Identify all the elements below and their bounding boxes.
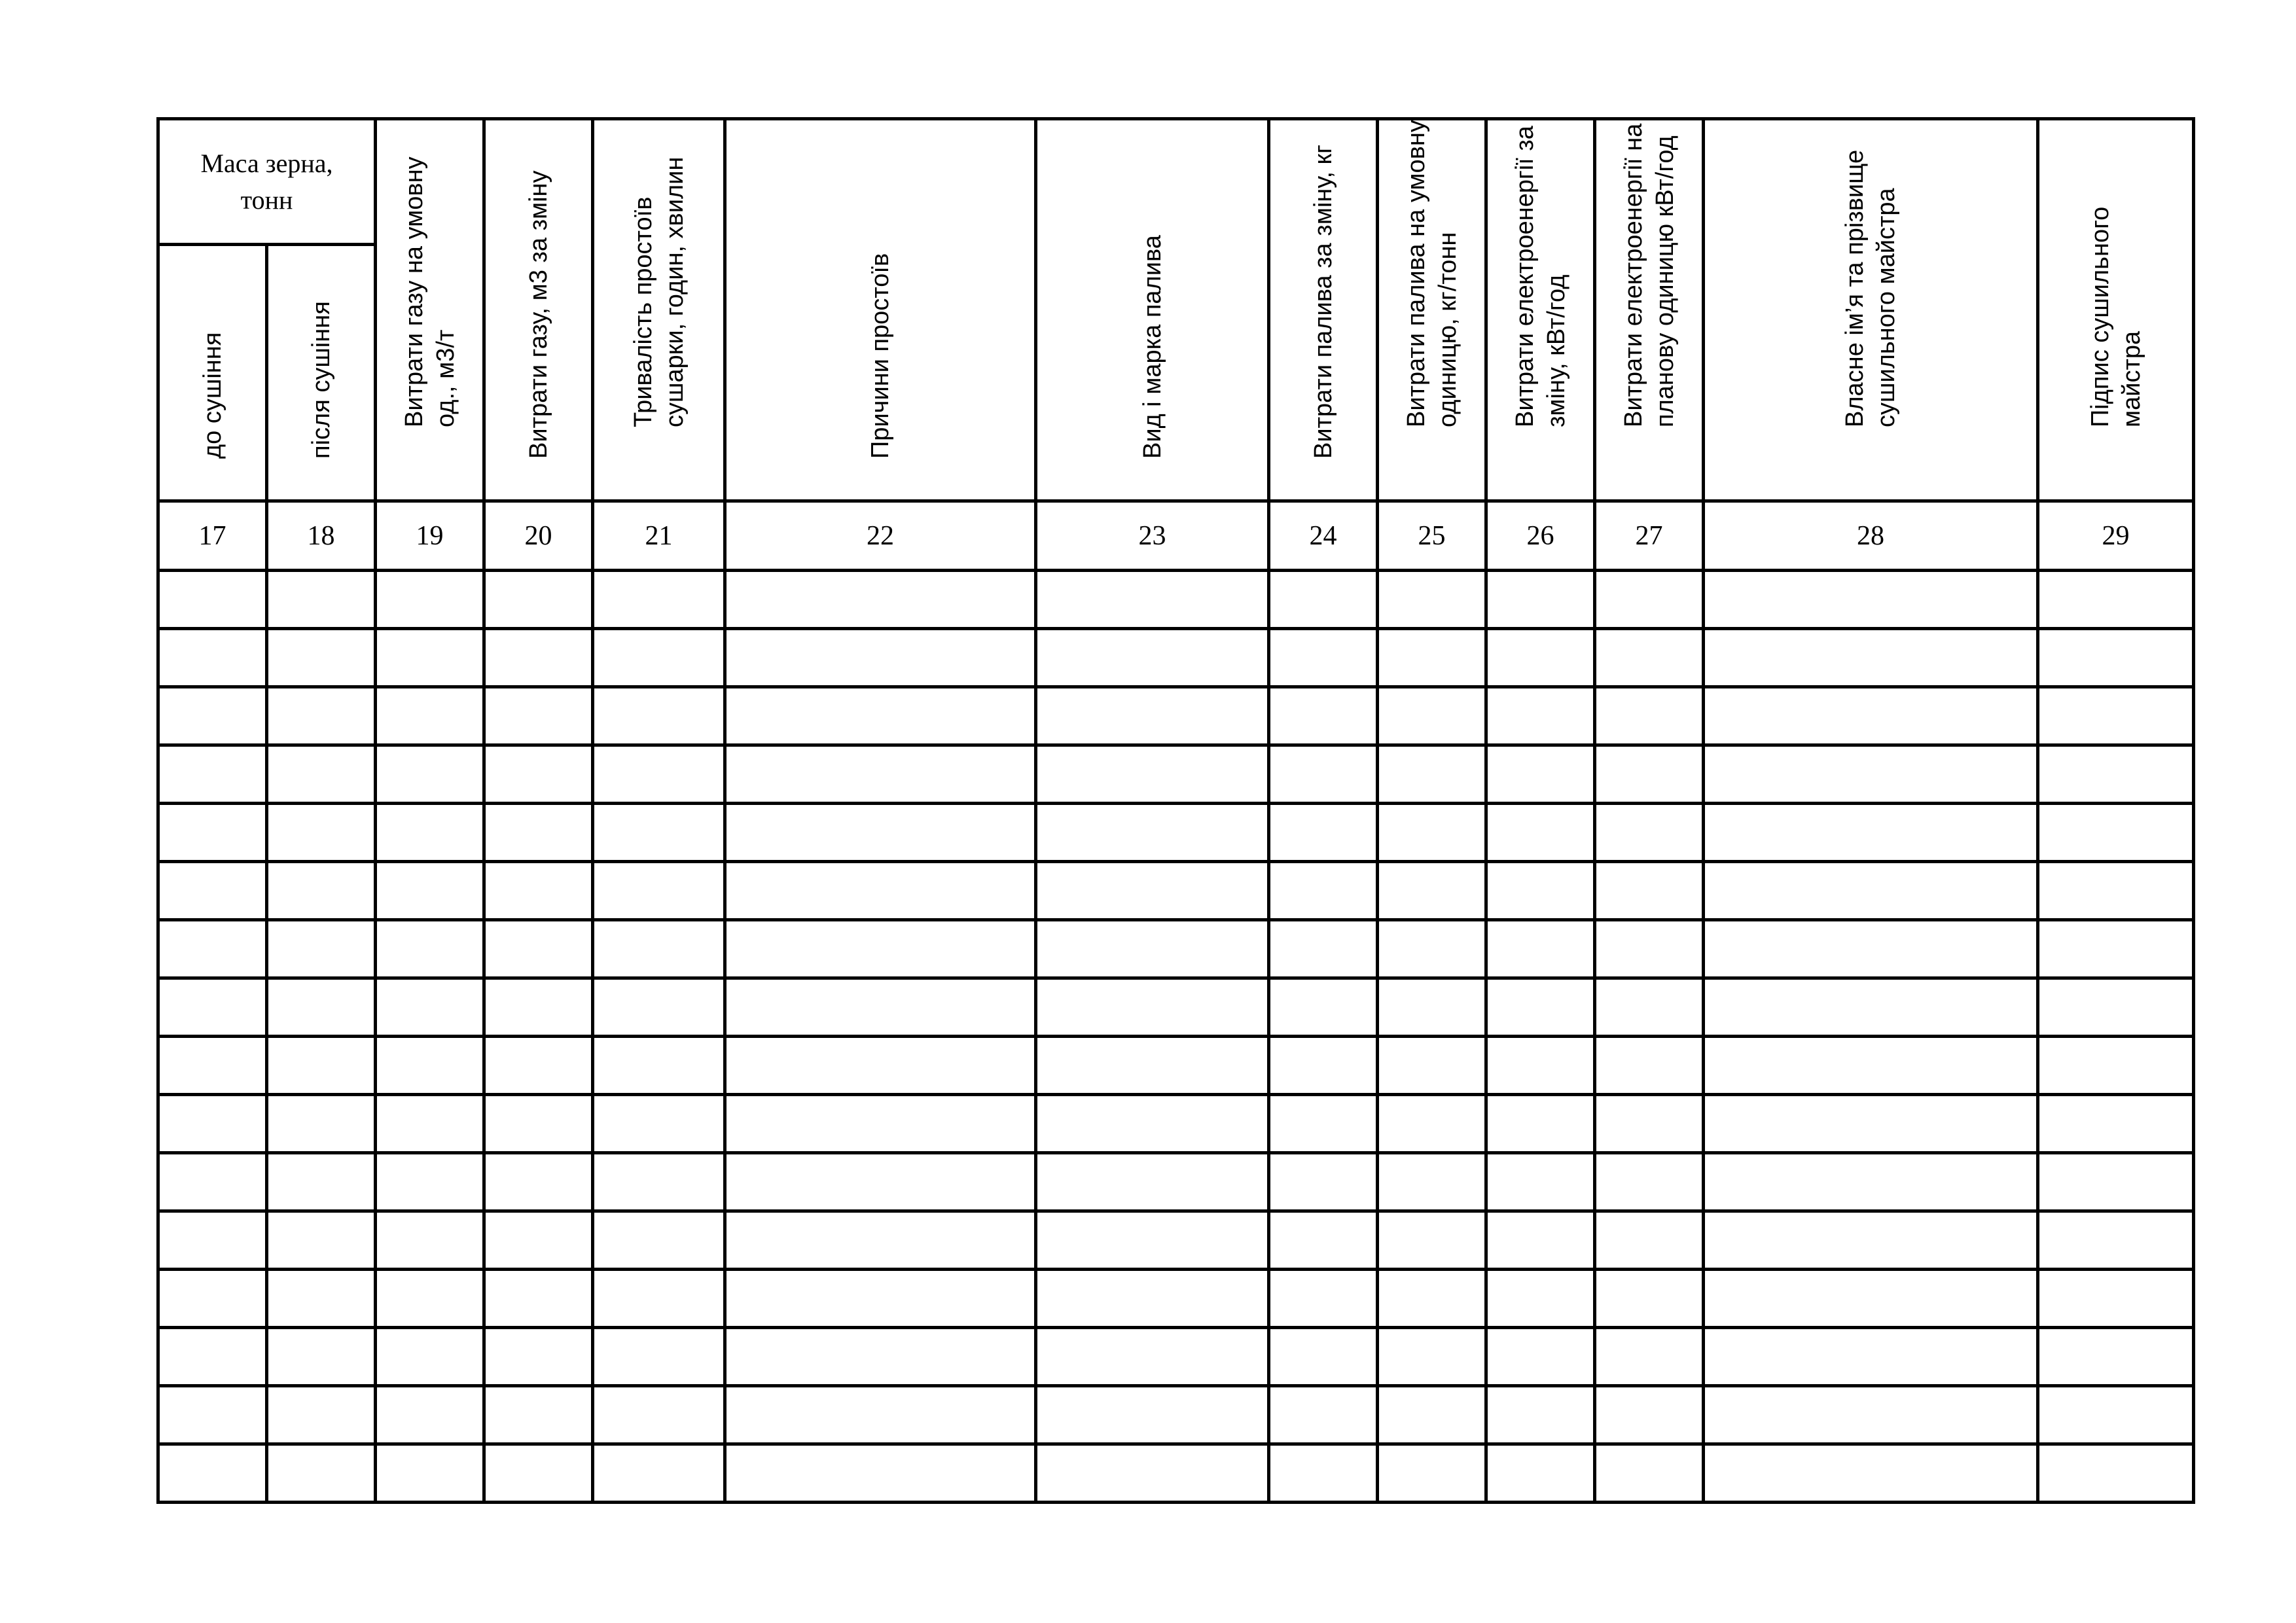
table-cell[interactable] bbox=[1036, 804, 1269, 862]
table-row bbox=[158, 978, 2194, 1037]
table-cell[interactable] bbox=[1269, 629, 1378, 687]
table-cell[interactable] bbox=[376, 1095, 484, 1153]
table-cell[interactable] bbox=[376, 862, 484, 920]
table-cell[interactable] bbox=[593, 687, 725, 745]
header-col-21-line1: Тривалість простоїв bbox=[629, 196, 657, 427]
table-cell[interactable] bbox=[376, 804, 484, 862]
table-cell[interactable] bbox=[376, 629, 484, 687]
header-grain-mass-line1: Маса зерна, bbox=[200, 148, 333, 178]
header-col-19-line2: од., м3/т bbox=[431, 329, 459, 427]
table-cell[interactable] bbox=[2038, 745, 2194, 804]
table-row bbox=[158, 1270, 2194, 1328]
table-cell[interactable] bbox=[484, 1328, 593, 1386]
table-cell[interactable] bbox=[1269, 571, 1378, 629]
header-col-26-line2: зміну, кВт/год bbox=[1542, 274, 1570, 427]
table-cell[interactable] bbox=[1704, 687, 2038, 745]
table-cell[interactable] bbox=[1378, 1444, 1486, 1503]
table-cell[interactable] bbox=[1704, 629, 2038, 687]
table-cell[interactable] bbox=[158, 920, 267, 978]
table-cell[interactable] bbox=[1378, 1270, 1486, 1328]
header-col-29-line1: Підпис сушильного bbox=[2086, 206, 2114, 427]
table-cell[interactable] bbox=[725, 862, 1036, 920]
table-cell[interactable] bbox=[1378, 1211, 1486, 1270]
table-cell[interactable] bbox=[484, 629, 593, 687]
table-cell[interactable] bbox=[725, 1153, 1036, 1211]
table-row bbox=[158, 745, 2194, 804]
table-cell[interactable] bbox=[484, 804, 593, 862]
table-cell[interactable] bbox=[1595, 687, 1704, 745]
table-cell[interactable] bbox=[158, 1270, 267, 1328]
column-number-row bbox=[158, 501, 2194, 571]
table-cell[interactable] bbox=[1269, 687, 1378, 745]
form-sheet bbox=[156, 117, 2195, 1504]
table-cell[interactable] bbox=[2038, 1444, 2194, 1503]
table-cell[interactable] bbox=[1378, 1386, 1486, 1444]
table-cell[interactable] bbox=[484, 1153, 593, 1211]
table-cell[interactable] bbox=[725, 978, 1036, 1037]
table-cell[interactable] bbox=[1036, 1270, 1269, 1328]
table-cell[interactable] bbox=[267, 1328, 376, 1386]
table-cell[interactable] bbox=[1486, 978, 1595, 1037]
table-cell[interactable] bbox=[484, 920, 593, 978]
table-cell[interactable] bbox=[1378, 862, 1486, 920]
table-cell[interactable] bbox=[267, 920, 376, 978]
column-number-20: 20 bbox=[484, 501, 593, 571]
header-col-29 bbox=[2038, 119, 2194, 501]
table-row bbox=[158, 629, 2194, 687]
header-col-25-line2: одиницю, кг/тонн bbox=[1433, 232, 1462, 427]
table-row bbox=[158, 1211, 2194, 1270]
table-cell[interactable] bbox=[376, 745, 484, 804]
table-cell[interactable] bbox=[484, 1270, 593, 1328]
table-cell[interactable] bbox=[1269, 1095, 1378, 1153]
table-cell[interactable] bbox=[158, 1153, 267, 1211]
table-cell[interactable] bbox=[2038, 804, 2194, 862]
header-col-17 bbox=[158, 245, 267, 501]
table-row bbox=[158, 1153, 2194, 1211]
table-cell[interactable] bbox=[376, 1211, 484, 1270]
table-cell[interactable] bbox=[158, 629, 267, 687]
table-cell[interactable] bbox=[376, 1037, 484, 1095]
table-cell[interactable] bbox=[484, 687, 593, 745]
table-cell[interactable] bbox=[593, 920, 725, 978]
table-cell[interactable] bbox=[2038, 1153, 2194, 1211]
table-cell[interactable] bbox=[1704, 1153, 2038, 1211]
table-cell[interactable] bbox=[593, 1270, 725, 1328]
table-cell[interactable] bbox=[1036, 571, 1269, 629]
table-cell[interactable] bbox=[484, 1211, 593, 1270]
table-cell[interactable] bbox=[593, 1153, 725, 1211]
table-row bbox=[158, 687, 2194, 745]
table-cell[interactable] bbox=[1595, 1328, 1704, 1386]
table-row bbox=[158, 862, 2194, 920]
column-number-19: 19 bbox=[376, 501, 484, 571]
table-cell[interactable] bbox=[1378, 920, 1486, 978]
header-col-23 bbox=[1036, 119, 1269, 501]
table-cell[interactable] bbox=[1036, 920, 1269, 978]
table-cell[interactable] bbox=[376, 1386, 484, 1444]
table-cell[interactable] bbox=[1486, 1095, 1595, 1153]
table-cell[interactable] bbox=[376, 920, 484, 978]
table-cell[interactable] bbox=[725, 571, 1036, 629]
table-cell[interactable] bbox=[1378, 804, 1486, 862]
table-cell[interactable] bbox=[158, 1037, 267, 1095]
table-cell[interactable] bbox=[1486, 1270, 1595, 1328]
header-col-18 bbox=[267, 245, 376, 501]
table-cell[interactable] bbox=[158, 571, 267, 629]
table-row bbox=[158, 1095, 2194, 1153]
table-cell[interactable] bbox=[1036, 1386, 1269, 1444]
header-col-20-line1: Витрати газу, м3 за зміну bbox=[524, 170, 552, 459]
table-cell[interactable] bbox=[1269, 1270, 1378, 1328]
table-cell[interactable] bbox=[725, 1211, 1036, 1270]
table-row bbox=[158, 1386, 2194, 1444]
table-cell[interactable] bbox=[484, 1037, 593, 1095]
column-number-25: 25 bbox=[1378, 501, 1486, 571]
header-col-19-line1: Витрати газу на умовну bbox=[400, 156, 428, 427]
table-cell[interactable] bbox=[267, 629, 376, 687]
header-col-28-line2: сушильного майстра bbox=[1873, 188, 1900, 427]
table-cell[interactable] bbox=[158, 745, 267, 804]
table-cell[interactable] bbox=[1595, 978, 1704, 1037]
table-cell[interactable] bbox=[484, 1386, 593, 1444]
header-col-26 bbox=[1486, 119, 1595, 501]
table-cell[interactable] bbox=[267, 571, 376, 629]
table-cell[interactable] bbox=[267, 978, 376, 1037]
table-cell[interactable] bbox=[1036, 1037, 1269, 1095]
table-cell[interactable] bbox=[484, 1095, 593, 1153]
column-number-28: 28 bbox=[1704, 501, 2038, 571]
table-cell[interactable] bbox=[376, 1328, 484, 1386]
table-cell[interactable] bbox=[2038, 1386, 2194, 1444]
table-cell[interactable] bbox=[593, 804, 725, 862]
header-col-22 bbox=[725, 119, 1036, 501]
table-cell[interactable] bbox=[593, 978, 725, 1037]
table-cell[interactable] bbox=[725, 1328, 1036, 1386]
table-cell[interactable] bbox=[267, 1211, 376, 1270]
table-cell[interactable] bbox=[267, 862, 376, 920]
table-cell[interactable] bbox=[158, 978, 267, 1037]
table-cell[interactable] bbox=[1486, 745, 1595, 804]
table-cell[interactable] bbox=[1378, 687, 1486, 745]
table-cell[interactable] bbox=[484, 862, 593, 920]
column-number-29: 29 bbox=[2038, 501, 2194, 571]
table-cell[interactable] bbox=[1595, 1270, 1704, 1328]
header-col-19 bbox=[376, 119, 484, 501]
table-cell[interactable] bbox=[1378, 1328, 1486, 1386]
header-grain-mass-line2: тонн bbox=[240, 185, 293, 215]
table-cell[interactable] bbox=[725, 1270, 1036, 1328]
table-cell[interactable] bbox=[1486, 804, 1595, 862]
column-number-24: 24 bbox=[1269, 501, 1378, 571]
table-cell[interactable] bbox=[1378, 1095, 1486, 1153]
header-grain-mass bbox=[158, 119, 376, 245]
column-number-21: 21 bbox=[593, 501, 725, 571]
header-col-29-line2: майстра bbox=[2117, 330, 2145, 427]
table-cell[interactable] bbox=[1595, 571, 1704, 629]
table-cell[interactable] bbox=[2038, 571, 2194, 629]
table-cell[interactable] bbox=[1486, 920, 1595, 978]
table-cell[interactable] bbox=[158, 1386, 267, 1444]
table-cell[interactable] bbox=[267, 1095, 376, 1153]
table-cell[interactable] bbox=[1704, 1270, 2038, 1328]
table-cell[interactable] bbox=[267, 687, 376, 745]
table-cell[interactable] bbox=[725, 920, 1036, 978]
table-cell[interactable] bbox=[1486, 1386, 1595, 1444]
header-col-24-line1: Витрати палива за зміну, кг bbox=[1309, 144, 1337, 459]
table-cell[interactable] bbox=[267, 745, 376, 804]
header-col-27-line2: планову одиницю кВт/год bbox=[1651, 135, 1679, 427]
column-number-18: 18 bbox=[267, 501, 376, 571]
table-cell[interactable] bbox=[267, 1444, 376, 1503]
table-cell[interactable] bbox=[2038, 629, 2194, 687]
table-cell[interactable] bbox=[376, 687, 484, 745]
table-cell[interactable] bbox=[593, 862, 725, 920]
table-cell[interactable] bbox=[1595, 745, 1704, 804]
table-cell[interactable] bbox=[1704, 745, 2038, 804]
table-cell[interactable] bbox=[1036, 629, 1269, 687]
table-cell[interactable] bbox=[1704, 1328, 2038, 1386]
table-cell[interactable] bbox=[725, 1386, 1036, 1444]
table-cell[interactable] bbox=[484, 745, 593, 804]
table-cell[interactable] bbox=[2038, 1037, 2194, 1095]
drying-log-table bbox=[156, 117, 2195, 1504]
table-cell[interactable] bbox=[593, 1328, 725, 1386]
table-cell[interactable] bbox=[593, 1211, 725, 1270]
header-col-27-line1: Витрати електроенергії на bbox=[1619, 123, 1647, 427]
header-col-20 bbox=[484, 119, 593, 501]
table-cell[interactable] bbox=[593, 571, 725, 629]
table-cell[interactable] bbox=[1378, 745, 1486, 804]
table-cell[interactable] bbox=[1269, 804, 1378, 862]
table-cell[interactable] bbox=[1036, 745, 1269, 804]
table-cell[interactable] bbox=[1595, 1444, 1704, 1503]
table-row bbox=[158, 1037, 2194, 1095]
table-cell[interactable] bbox=[1269, 1444, 1378, 1503]
table-cell[interactable] bbox=[1269, 1328, 1378, 1386]
table-cell[interactable] bbox=[725, 629, 1036, 687]
table-cell[interactable] bbox=[1595, 1095, 1704, 1153]
table-cell[interactable] bbox=[593, 1386, 725, 1444]
table-cell[interactable] bbox=[158, 1444, 267, 1503]
table-cell[interactable] bbox=[484, 571, 593, 629]
table-cell[interactable] bbox=[1378, 1037, 1486, 1095]
table-cell[interactable] bbox=[1378, 1153, 1486, 1211]
column-number-26: 26 bbox=[1486, 501, 1595, 571]
table-cell[interactable] bbox=[725, 1037, 1036, 1095]
header-col-25 bbox=[1378, 119, 1486, 501]
table-cell[interactable] bbox=[1036, 978, 1269, 1037]
table-cell[interactable] bbox=[1486, 1037, 1595, 1095]
header-col-27 bbox=[1595, 119, 1704, 501]
table-cell[interactable] bbox=[1704, 978, 2038, 1037]
table-row bbox=[158, 1328, 2194, 1386]
table-cell[interactable] bbox=[1704, 1211, 2038, 1270]
table-cell[interactable] bbox=[725, 1444, 1036, 1503]
table-cell[interactable] bbox=[1486, 1153, 1595, 1211]
table-row bbox=[158, 804, 2194, 862]
table-cell[interactable] bbox=[1378, 978, 1486, 1037]
table-row bbox=[158, 1444, 2194, 1503]
header-col-21 bbox=[593, 119, 725, 501]
table-cell[interactable] bbox=[1486, 629, 1595, 687]
table-cell[interactable] bbox=[1269, 1153, 1378, 1211]
table-cell[interactable] bbox=[267, 1153, 376, 1211]
table-cell[interactable] bbox=[1704, 1095, 2038, 1153]
table-cell[interactable] bbox=[1378, 629, 1486, 687]
table-cell[interactable] bbox=[1595, 1386, 1704, 1444]
table-cell[interactable] bbox=[1036, 1211, 1269, 1270]
table-cell[interactable] bbox=[376, 1444, 484, 1503]
table-cell[interactable] bbox=[1704, 920, 2038, 978]
table-row bbox=[158, 920, 2194, 978]
column-number-23: 23 bbox=[1036, 501, 1269, 571]
table-cell[interactable] bbox=[1486, 862, 1595, 920]
header-col-23-line1: Вид і марка палива bbox=[1138, 235, 1166, 459]
table-cell[interactable] bbox=[593, 1095, 725, 1153]
table-cell[interactable] bbox=[1036, 687, 1269, 745]
table-cell[interactable] bbox=[1704, 862, 2038, 920]
table-cell[interactable] bbox=[593, 745, 725, 804]
table-cell[interactable] bbox=[1704, 1037, 2038, 1095]
table-cell[interactable] bbox=[158, 1095, 267, 1153]
table-cell[interactable] bbox=[2038, 1095, 2194, 1153]
table-cell[interactable] bbox=[1704, 804, 2038, 862]
table-cell[interactable] bbox=[376, 1270, 484, 1328]
table-cell[interactable] bbox=[1269, 978, 1378, 1037]
table-cell[interactable] bbox=[1269, 862, 1378, 920]
table-cell[interactable] bbox=[2038, 920, 2194, 978]
table-cell[interactable] bbox=[593, 629, 725, 687]
table-cell[interactable] bbox=[1269, 1386, 1378, 1444]
header-col-22-line1: Причини простоїв bbox=[867, 253, 894, 459]
table-cell[interactable] bbox=[1486, 1444, 1595, 1503]
header-col-21-line2: сушарки, годин, хвилин bbox=[660, 156, 689, 427]
table-cell[interactable] bbox=[1269, 920, 1378, 978]
table-cell[interactable] bbox=[158, 1211, 267, 1270]
table-cell[interactable] bbox=[1704, 1444, 2038, 1503]
table-cell[interactable] bbox=[267, 1386, 376, 1444]
table-cell[interactable] bbox=[1269, 1037, 1378, 1095]
table-cell[interactable] bbox=[725, 745, 1036, 804]
table-cell[interactable] bbox=[1036, 1153, 1269, 1211]
header-col-24 bbox=[1269, 119, 1378, 501]
column-number-22: 22 bbox=[725, 501, 1036, 571]
table-cell[interactable] bbox=[1595, 629, 1704, 687]
table-cell[interactable] bbox=[725, 804, 1036, 862]
table-cell[interactable] bbox=[1269, 1211, 1378, 1270]
table-cell[interactable] bbox=[2038, 1211, 2194, 1270]
table-cell[interactable] bbox=[1595, 920, 1704, 978]
table-cell[interactable] bbox=[1595, 1037, 1704, 1095]
table-cell[interactable] bbox=[1269, 745, 1378, 804]
table-cell[interactable] bbox=[1036, 1328, 1269, 1386]
table-cell[interactable] bbox=[1486, 571, 1595, 629]
column-number-27: 27 bbox=[1595, 501, 1704, 571]
table-cell[interactable] bbox=[1036, 862, 1269, 920]
table-cell[interactable] bbox=[1704, 1386, 2038, 1444]
table-cell[interactable] bbox=[725, 687, 1036, 745]
header-col-28 bbox=[1704, 119, 2038, 501]
table-cell[interactable] bbox=[1036, 1444, 1269, 1503]
table-cell[interactable] bbox=[376, 1153, 484, 1211]
table-cell[interactable] bbox=[484, 1444, 593, 1503]
table-cell[interactable] bbox=[267, 1270, 376, 1328]
header-col-26-line1: Витрати електроенергії за bbox=[1511, 126, 1539, 427]
table-cell[interactable] bbox=[1595, 804, 1704, 862]
table-cell[interactable] bbox=[1486, 1211, 1595, 1270]
table-cell[interactable] bbox=[1595, 862, 1704, 920]
header-col-28-line1: Власне ім’я та прізвище bbox=[1841, 149, 1869, 427]
table-cell[interactable] bbox=[2038, 1270, 2194, 1328]
table-cell[interactable] bbox=[484, 978, 593, 1037]
header-col-18-line1: після сушіння bbox=[307, 301, 335, 459]
table-cell[interactable] bbox=[1486, 687, 1595, 745]
table-row bbox=[158, 571, 2194, 629]
header-col-17-line1: до сушіння bbox=[198, 332, 226, 459]
column-number-17: 17 bbox=[158, 501, 267, 571]
table-cell[interactable] bbox=[1704, 571, 2038, 629]
header-col-25-line1: Витрати палива на умовну bbox=[1402, 120, 1430, 427]
table-cell[interactable] bbox=[2038, 978, 2194, 1037]
table-cell[interactable] bbox=[267, 804, 376, 862]
table-cell[interactable] bbox=[158, 862, 267, 920]
table-cell[interactable] bbox=[158, 1328, 267, 1386]
table-cell[interactable] bbox=[376, 978, 484, 1037]
table-cell[interactable] bbox=[376, 571, 484, 629]
table-cell[interactable] bbox=[2038, 862, 2194, 920]
table-cell[interactable] bbox=[1595, 1211, 1704, 1270]
table-cell[interactable] bbox=[593, 1444, 725, 1503]
table-cell[interactable] bbox=[1378, 571, 1486, 629]
table-cell[interactable] bbox=[2038, 687, 2194, 745]
table-cell[interactable] bbox=[593, 1037, 725, 1095]
table-cell[interactable] bbox=[1486, 1328, 1595, 1386]
table-cell[interactable] bbox=[158, 804, 267, 862]
table-cell[interactable] bbox=[725, 1095, 1036, 1153]
table-cell[interactable] bbox=[2038, 1328, 2194, 1386]
table-cell[interactable] bbox=[158, 687, 267, 745]
table-cell[interactable] bbox=[1595, 1153, 1704, 1211]
table-cell[interactable] bbox=[1036, 1095, 1269, 1153]
table-cell[interactable] bbox=[267, 1037, 376, 1095]
